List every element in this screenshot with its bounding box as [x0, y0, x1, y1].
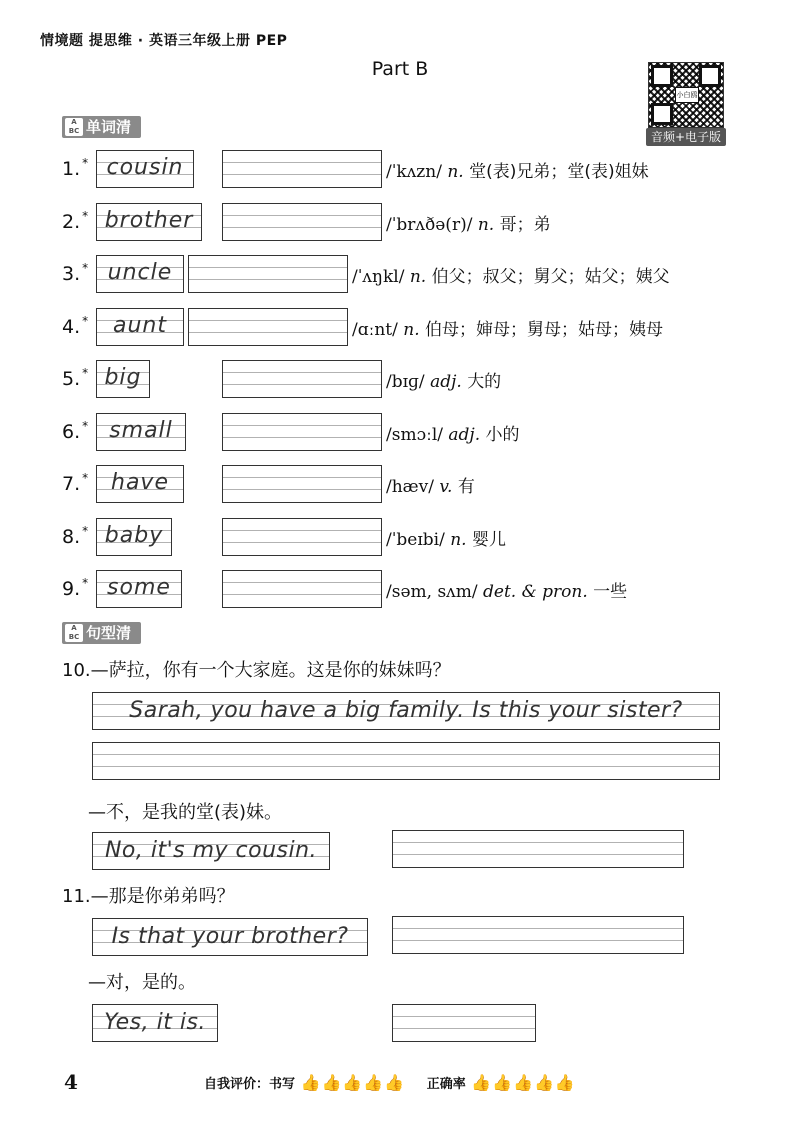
star-icon: *: [82, 313, 89, 328]
word-number: 3. *: [62, 261, 89, 285]
model-word: uncle: [107, 260, 173, 285]
model-reply: Yes, it is.: [104, 1010, 206, 1035]
model-sentence: Sarah, you have a big family. Is this your sister?: [129, 698, 683, 723]
part-of-speech: n.: [447, 162, 464, 182]
model-word: some: [107, 575, 171, 600]
word-definition: [386, 525, 506, 550]
page-number: 4: [64, 1070, 78, 1094]
model-word-box: [96, 308, 184, 346]
phonetic: /ˈkʌzn/: [386, 162, 442, 182]
word-definition: [352, 262, 670, 287]
part-of-speech: n.: [477, 214, 495, 235]
star-icon: *: [82, 418, 89, 433]
model-word: big: [104, 365, 142, 390]
model-word-box: [96, 255, 184, 293]
answer-writing-lines[interactable]: [222, 203, 382, 241]
thumb-up-icon[interactable]: 👍: [554, 1073, 575, 1092]
question-number: 10.: [62, 660, 91, 681]
star-icon: *: [82, 471, 89, 485]
phonetic: /smɔːl/: [386, 424, 443, 445]
abc-icon: A BC: [65, 118, 83, 136]
part-of-speech: n.: [403, 319, 420, 340]
model-word-box: [96, 465, 184, 503]
model-word-box: [96, 413, 186, 451]
series-title: 情境题 提思维 · 英语三年级上册 PEP: [40, 33, 288, 49]
model-word: have: [111, 470, 169, 495]
model-word-box: [96, 360, 150, 398]
part-of-speech: v.: [439, 477, 453, 497]
model-sentence: Is that your brother?: [111, 924, 349, 949]
star-icon: *: [82, 261, 89, 275]
phonetic: /ˈʌŋkl/: [352, 267, 405, 287]
abc-icon: A BC: [65, 624, 83, 642]
question-number: 11.: [62, 886, 91, 907]
model-sentence-box: [92, 918, 368, 956]
qr-center-label: 小白鸥: [675, 87, 699, 103]
reply-11-prompt: —对，是的。: [88, 972, 196, 993]
word-number: 4. *: [62, 313, 89, 338]
word-number: 2. *: [62, 208, 89, 233]
word-definition: [386, 210, 551, 235]
qr-code-icon[interactable]: [648, 62, 724, 128]
model-word-box: [96, 203, 202, 241]
question-10-prompt: [62, 656, 451, 682]
accuracy-rating[interactable]: [470, 1073, 575, 1092]
chinese-meaning: 堂(表)兄弟；堂(表)姐妹: [469, 162, 649, 182]
model-reply: No, it's my cousin.: [104, 838, 318, 863]
answer-writing-lines[interactable]: [222, 570, 382, 608]
star-icon: *: [82, 576, 89, 590]
answer-writing-lines[interactable]: [222, 150, 382, 188]
star-icon: *: [82, 208, 89, 223]
thumb-up-icon[interactable]: 👍: [363, 1073, 384, 1092]
star-icon: *: [82, 523, 89, 538]
model-word: aunt: [113, 312, 167, 338]
star-icon: *: [82, 366, 89, 380]
question-text: —萨拉，你有一个大家庭。这是你的妹妹吗？: [90, 660, 451, 681]
word-number: 1. *: [62, 156, 89, 180]
accuracy-label: 正确率: [426, 1077, 466, 1092]
word-number: 6. *: [62, 418, 89, 443]
chinese-meaning: 小的: [485, 424, 520, 445]
part-of-speech: det. & pron.: [483, 582, 588, 602]
part-of-speech: n.: [450, 529, 467, 550]
answer-writing-lines[interactable]: [222, 360, 382, 398]
chinese-meaning: 一些: [593, 582, 628, 602]
answer-writing-lines[interactable]: [392, 916, 684, 954]
writing-rating[interactable]: [300, 1073, 409, 1092]
word-number: 8. *: [62, 523, 89, 548]
model-word-box: [96, 570, 182, 608]
answer-writing-lines[interactable]: [222, 518, 382, 556]
thumb-up-icon[interactable]: 👍: [342, 1073, 363, 1092]
word-definition: [352, 315, 663, 340]
word-definition: [386, 157, 649, 182]
word-definition: [386, 367, 501, 392]
phonetic: /ˈbrʌðə(r)/: [386, 214, 473, 235]
phonetic: /hæv/: [386, 477, 434, 497]
phonetic: /ɑːnt/: [352, 319, 398, 340]
section-sentences-heading: A BC 句型清: [62, 622, 141, 644]
part-of-speech: n.: [409, 267, 427, 287]
section-words-heading: A BC 单词清: [62, 116, 141, 138]
model-word-box: [96, 150, 194, 188]
chinese-meaning: 婴儿: [472, 529, 506, 550]
model-word: brother: [104, 207, 194, 233]
thumb-up-icon[interactable]: 👍: [513, 1073, 533, 1092]
question-11-prompt: [62, 882, 235, 908]
answer-writing-lines[interactable]: [222, 465, 382, 503]
thumb-up-icon[interactable]: 👍: [492, 1073, 513, 1092]
page-title: Part B: [371, 58, 429, 80]
model-word: baby: [104, 522, 164, 548]
answer-writing-lines[interactable]: [92, 742, 720, 780]
phonetic: /səm, sʌm/: [386, 582, 478, 602]
self-eval-label: 自我评价：书写: [204, 1077, 296, 1092]
model-reply-box: [92, 1004, 218, 1042]
star-icon: *: [82, 156, 89, 170]
word-definition: [386, 577, 627, 602]
question-text: —那是你弟弟吗？: [90, 886, 235, 907]
part-of-speech: adj.: [430, 372, 462, 392]
chinese-meaning: 伯母；婶母；舅母；姑母；姨母: [425, 319, 664, 340]
model-reply-box: [92, 832, 330, 870]
word-definition: [386, 420, 520, 445]
chinese-meaning: 伯父；叔父；舅父；姑父；姨父: [431, 267, 670, 287]
thumb-up-icon[interactable]: 👍: [300, 1073, 321, 1092]
reply-10-prompt: —不，是我的堂(表)妹。: [88, 802, 283, 823]
chinese-meaning: 有: [457, 477, 475, 497]
chinese-meaning: 大的: [467, 372, 502, 392]
word-definition: [386, 472, 475, 497]
word-number: 9. *: [62, 576, 89, 600]
model-word: small: [109, 417, 173, 443]
thumb-up-icon[interactable]: 👍: [471, 1073, 492, 1092]
answer-writing-lines[interactable]: [188, 308, 348, 346]
part-of-speech: adj.: [448, 424, 481, 445]
chinese-meaning: 哥；弟: [499, 214, 551, 235]
self-evaluation: [204, 1073, 575, 1092]
answer-writing-lines[interactable]: [392, 830, 684, 868]
answer-writing-lines[interactable]: [188, 255, 348, 293]
answer-writing-lines[interactable]: [222, 413, 382, 451]
model-word: cousin: [106, 155, 184, 180]
model-sentence-box: [92, 692, 720, 730]
phonetic: /ˈbeɪbi/: [386, 529, 445, 550]
thumb-up-icon[interactable]: 👍: [384, 1073, 405, 1092]
model-word-box: [96, 518, 172, 556]
audio-ebook-tag[interactable]: 音频+电子版: [646, 128, 726, 146]
word-number: 7. *: [62, 471, 89, 495]
answer-writing-lines[interactable]: [392, 1004, 536, 1042]
word-number: 5. *: [62, 366, 89, 390]
thumb-up-icon[interactable]: 👍: [321, 1073, 342, 1092]
phonetic: /bɪɡ/: [386, 372, 425, 392]
thumb-up-icon[interactable]: 👍: [534, 1073, 554, 1092]
